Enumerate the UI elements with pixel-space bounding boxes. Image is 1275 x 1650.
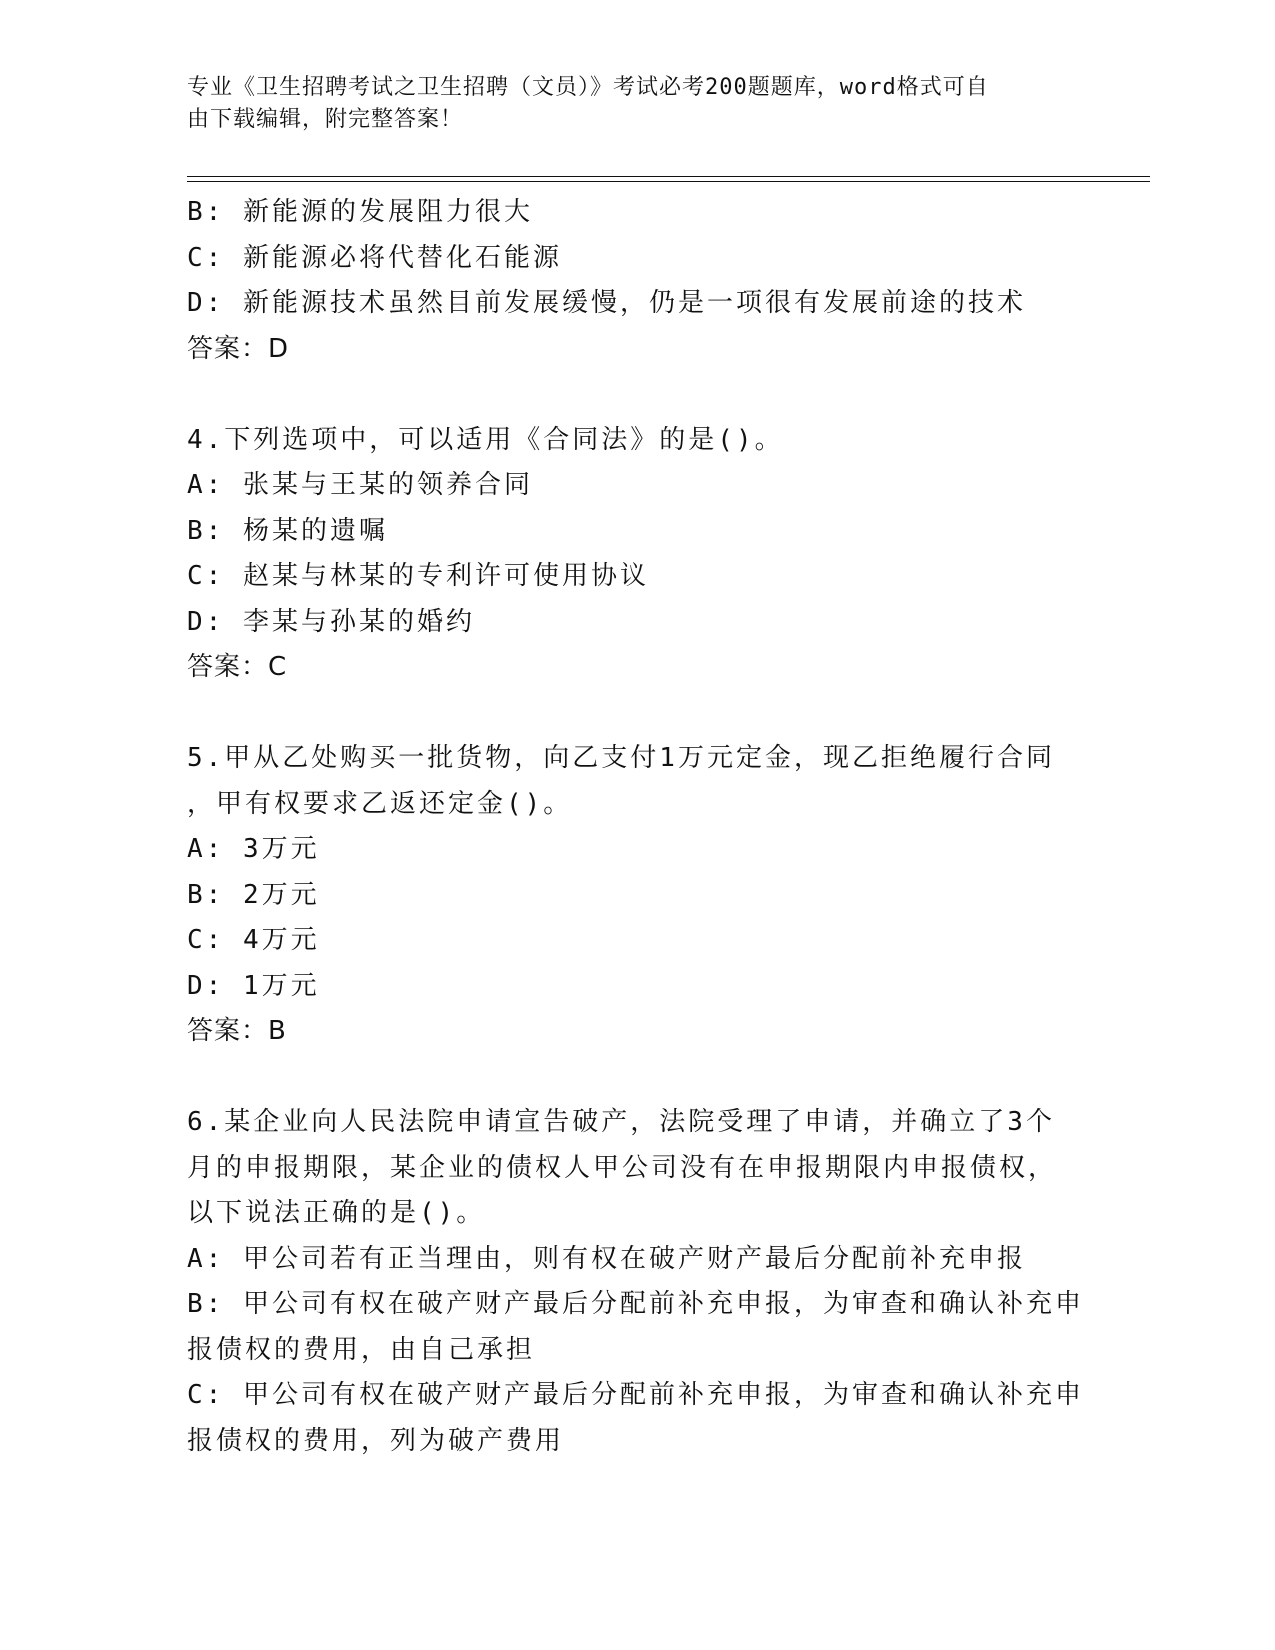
question-block-partial — [187, 190, 1087, 372]
header-line-1: 专业《卫生招聘考试之卫生招聘（文员）》考试必考200题题库，word格式可自 — [187, 75, 989, 100]
question-content — [187, 190, 1087, 1464]
option-d: D: 新能源技术虽然目前发展缓慢，仍是一项很有发展前途的技术 — [187, 288, 1026, 318]
option-a: A: 3万元 — [187, 834, 320, 864]
option-c: C: 4万元 — [187, 925, 320, 955]
spacer — [187, 1055, 1087, 1101]
option-b: B: 杨某的遗嘱 — [187, 515, 388, 546]
question-text-line-1: 5.甲从乙处购买一批货物，向乙支付1万元定金，现乙拒绝履行合同 — [187, 743, 1055, 773]
option-b: B: 新能源的发展阻力很大 — [187, 197, 533, 227]
header-line-2: 由下载编辑，附完整答案！ — [187, 107, 464, 132]
header-rule-bottom — [187, 181, 1150, 182]
option-d: D: 1万元 — [187, 970, 320, 1001]
question-block-5 — [187, 736, 1087, 1055]
document-header — [187, 72, 1067, 136]
option-a: A: 甲公司若有正当理由，则有权在破产财产最后分配前补充申报 — [187, 1243, 1026, 1274]
spacer — [187, 691, 1087, 737]
option-a: A: 张某与王某的领养合同 — [187, 470, 533, 500]
question-text-line-2: 月的申报期限，某企业的债权人甲公司没有在申报期限内申报债权， — [187, 1152, 1058, 1183]
option-c: C: 新能源必将代替化石能源 — [187, 242, 562, 273]
answer-label: 答案：C — [187, 652, 288, 682]
option-b-line-1: B: 甲公司有权在破产财产最后分配前补充申报，为审查和确认补充申 — [187, 1289, 1084, 1319]
option-c-line-2: 报债权的费用，列为破产费用 — [187, 1425, 565, 1456]
question-text-line-1: 6.某企业向人民法院申请宣告破产，法院受理了申请，并确立了3个 — [187, 1107, 1055, 1137]
question-text: 4.下列选项中，可以适用《合同法》的是()。 — [187, 424, 784, 455]
question-block-6 — [187, 1100, 1087, 1464]
answer-label: 答案：D — [187, 333, 290, 364]
option-c: C: 赵某与林某的专利许可使用协议 — [187, 561, 649, 591]
answer-label: 答案：B — [187, 1016, 287, 1046]
spacer — [187, 372, 1087, 418]
question-text-line-3: 以下说法正确的是()。 — [187, 1198, 486, 1228]
question-block-4 — [187, 418, 1087, 691]
option-b-line-2: 报债权的费用，由自己承担 — [187, 1334, 536, 1365]
header-rule-top — [187, 176, 1150, 177]
option-c-line-1: C: 甲公司有权在破产财产最后分配前补充申报，为审查和确认补充申 — [187, 1380, 1084, 1410]
option-d: D: 李某与孙某的婚约 — [187, 606, 475, 637]
question-text-line-2: ，甲有权要求乙返还定金()。 — [187, 788, 573, 819]
option-b: B: 2万元 — [187, 879, 320, 910]
